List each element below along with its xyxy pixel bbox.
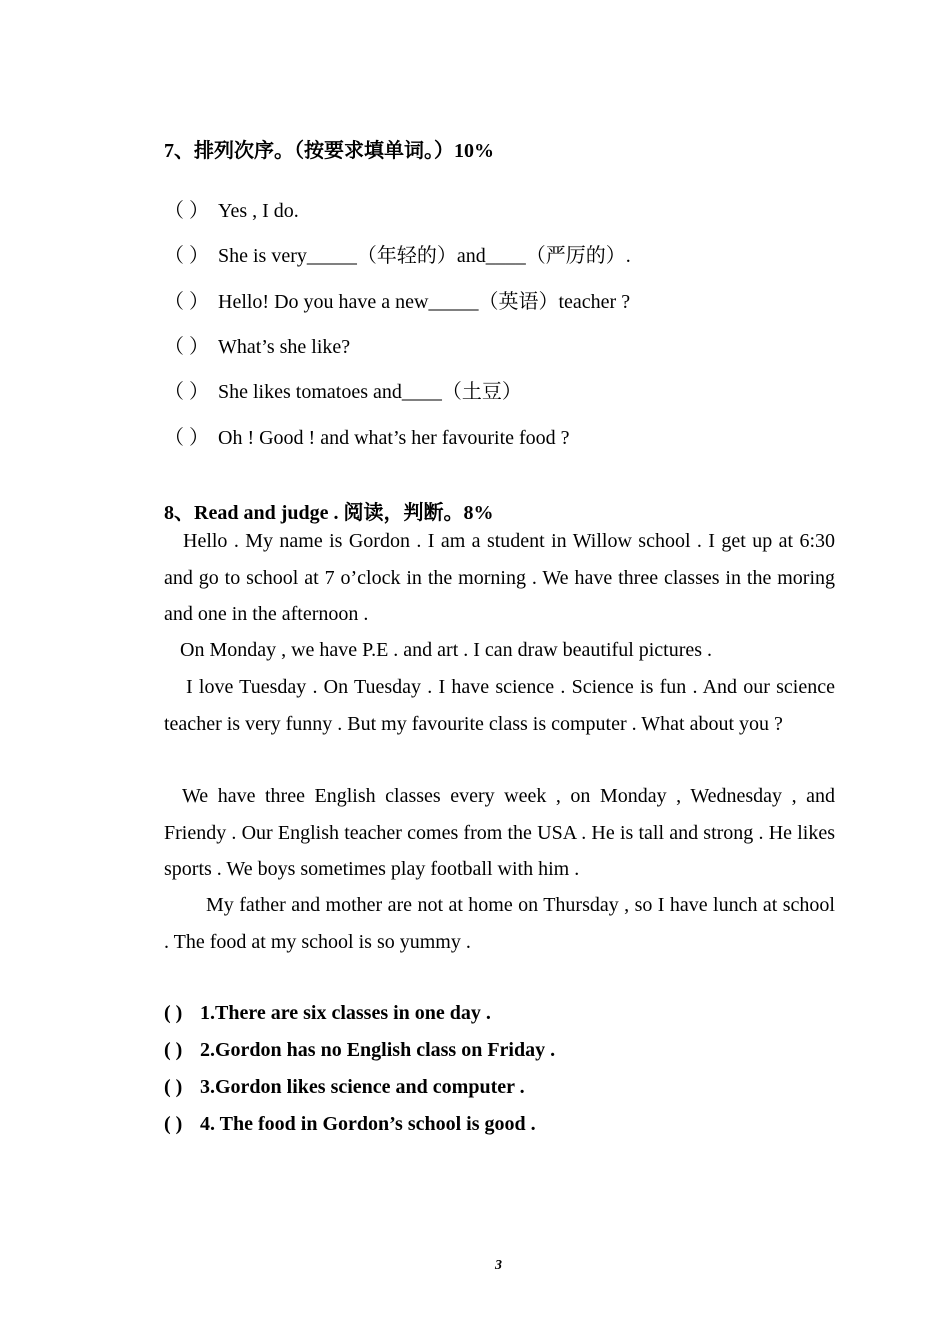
ordering-item-text: Hello! Do you have a new_____（英语）teacher ? — [218, 291, 631, 313]
ordering-item-text: She likes tomatoes and____（土豆） — [218, 381, 522, 403]
answer-parentheses: （ ） — [164, 336, 209, 358]
ordering-item — [164, 421, 570, 450]
answer-parentheses: （ ） — [164, 200, 209, 222]
answer-parentheses: （ ） — [164, 245, 209, 267]
reading-paragraph: Hello . My name is Gordon . I am a student in Willow school . I get up at 6:30 and go to school at 7 o’clock in the morning . We have three classes in the moring and one in the afternoon . — [164, 530, 835, 625]
ordering-item — [164, 330, 350, 359]
judge-statement: 4. The food in Gordon’s school is good . — [200, 1113, 536, 1135]
reading-paragraph: We have three English classes every week , on Monday , Wednesday , and Friendy . Our English teacher comes from the USA . He is tall and strong . He likes sports . We boys sometimes play football with him . — [164, 785, 835, 880]
judge-statement: 2.Gordon has no English class on Friday . — [200, 1039, 556, 1061]
judge-item — [164, 1076, 525, 1099]
answer-parentheses: （ ） — [164, 427, 209, 449]
section-7-heading: 7、排列次序。（按要求填单词。）10% — [164, 140, 494, 162]
judge-statement: 1.There are six classes in one day . — [200, 1002, 491, 1024]
page-number: 3 — [495, 1258, 502, 1273]
answer-parentheses: ( ) — [164, 1113, 183, 1135]
answer-parentheses: ( ) — [164, 1076, 183, 1098]
ordering-item-text: Oh ! Good ! and what’s her favourite food ? — [218, 427, 570, 449]
ordering-item — [164, 285, 630, 314]
judge-statement: 3.Gordon likes science and computer . — [200, 1076, 525, 1098]
ordering-item — [164, 194, 299, 223]
answer-parentheses: ( ) — [164, 1002, 183, 1024]
answer-parentheses: ( ) — [164, 1039, 183, 1061]
reading-paragraph: My father and mother are not at home on Thursday , so I have lunch at school . The food at my school is so yummy . — [164, 894, 835, 953]
answer-parentheses: （ ） — [164, 381, 209, 403]
ordering-item-text: What’s she like? — [218, 336, 351, 358]
judge-item — [164, 1113, 536, 1136]
reading-paragraph: I love Tuesday . On Tuesday . I have science . Science is fun . And our science teacher is very funny . But my favourite class is computer . What about you ? — [164, 676, 835, 735]
ordering-item-text: She is very_____（年轻的）and____（严厉的）. — [218, 245, 631, 267]
answer-parentheses: （ ） — [164, 291, 209, 313]
judge-item — [164, 1039, 555, 1062]
judge-item — [164, 1002, 491, 1025]
reading-paragraph: On Monday , we have P.E . and art . I can draw beautiful pictures . — [180, 639, 713, 661]
section-8-heading: 8、Read and judge . 阅读，判断。8% — [164, 502, 494, 524]
ordering-item-text: Yes , I do. — [218, 200, 299, 222]
ordering-item — [164, 239, 631, 268]
ordering-item — [164, 375, 522, 404]
